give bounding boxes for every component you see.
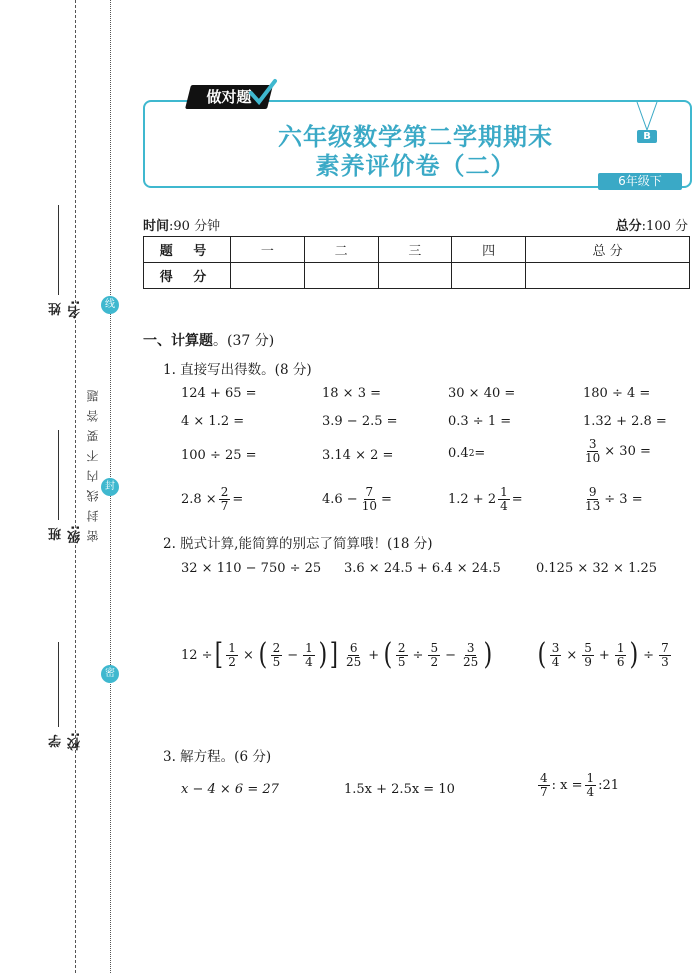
time-value: :90 分钟 <box>169 219 221 234</box>
fraction: $\frac{2}{7}$ <box>220 485 229 513</box>
time-info <box>143 215 220 234</box>
name-label: 姓名: <box>49 300 83 319</box>
ratio-middle: : x = <box>551 777 583 793</box>
q1-item-fraction <box>322 486 392 512</box>
q2-title: 2. 脱式计算,能简算的别忘了简算哦！(18 分) <box>163 536 433 552</box>
fraction: $\frac{1}{6}$ <box>616 640 625 669</box>
q1-item: 3.14 × 2 = <box>322 448 394 463</box>
expr-head: 4.6 − <box>322 491 358 507</box>
version-badge: B <box>637 130 657 143</box>
header-cell-question: 题 号 <box>144 237 231 263</box>
q1-item-fraction <box>581 438 651 464</box>
exam-title-line2: 素养评价卷（二） <box>315 152 516 180</box>
class-label: 班级: <box>49 525 83 544</box>
fraction: $\frac{3}{10}$ <box>585 437 601 465</box>
fraction: $\frac{1}{4}$ <box>500 485 508 513</box>
name-underline <box>58 205 59 295</box>
expr-tail: = <box>380 491 392 507</box>
q2-item: 0.125 × 32 × 1.25 <box>536 561 658 576</box>
fraction: $\frac{4}{7}$ <box>540 771 548 799</box>
binding-line-outer <box>75 0 76 973</box>
q1-item-fraction <box>581 486 643 512</box>
exam-title-line1: 六年级数学第二学期期末 <box>278 123 553 151</box>
score-value-row <box>144 263 690 289</box>
q1-item-fraction <box>448 486 523 512</box>
score-cell-3[interactable] <box>378 263 452 289</box>
score-header-row <box>144 237 690 263</box>
seal-mark-xian: 线 <box>101 296 119 314</box>
q3-equation: 1.5x + 2.5x = 10 <box>344 782 455 797</box>
q2-item-paren-expr: ( $\frac{3}{4}$ × $\frac{5}{9}$ + $\frac{1}{6}$ ) ÷ $\frac{7}{3}$ <box>537 637 669 672</box>
seal-line-note: 密封线内不要答题 <box>86 382 100 542</box>
score-cell-1[interactable] <box>231 263 305 289</box>
q2-item: 3.6 × 24.5 + 6.4 × 24.5 <box>344 561 501 576</box>
q3-title: 3. 解方程。(6 分) <box>163 749 272 765</box>
fraction: $\frac{7}{3}$ <box>661 640 669 669</box>
q1-item: 4 × 1.2 = <box>181 414 245 429</box>
expr-tail: = <box>232 491 244 507</box>
expr-head: 2.8 × <box>181 491 217 507</box>
school-underline <box>58 642 59 727</box>
checkmark-icon <box>248 78 278 106</box>
q3-equation: x − 4 × 6 = 27 <box>181 782 279 797</box>
q2-item-bracket-expr: 12 ÷ [ $\frac{1}{2}$ × ( $\frac{2}{5}$ − $\frac{1}{4}$ ) ] <box>181 637 339 672</box>
q1-item: 100 ÷ 25 = <box>181 448 257 463</box>
q3-equation-ratio <box>536 772 619 798</box>
section1-title <box>143 330 274 350</box>
fraction: $\frac{1}{4}$ <box>305 640 313 669</box>
fraction: $\frac{1}{2}$ <box>228 640 236 669</box>
power-base: 0.4 <box>448 446 469 461</box>
brand-tag-text: 做对题 <box>206 88 252 106</box>
score-cell-total[interactable] <box>526 263 690 289</box>
fraction: $\frac{5}{2}$ <box>430 640 439 669</box>
score-table <box>143 236 690 289</box>
q1-item-power <box>448 446 485 461</box>
header-cell-3: 三 <box>378 237 452 263</box>
fraction: $\frac{2}{5}$ <box>272 640 281 669</box>
section1-heading: 一、计算题 <box>143 333 213 349</box>
fraction: $\frac{7}{10}$ <box>361 485 377 513</box>
total-value: :100 分 <box>641 219 688 234</box>
header-cell-1: 一 <box>231 237 305 263</box>
total-label: 总分 <box>615 219 642 234</box>
fraction: $\frac{2}{5}$ <box>397 640 406 669</box>
fraction: $\frac{3}{4}$ <box>551 640 560 669</box>
time-label: 时间 <box>143 219 170 234</box>
header-cell-4: 四 <box>452 237 526 263</box>
expr-tail: ÷ 3 = <box>604 491 643 507</box>
q1-item: 30 × 40 = <box>448 386 516 401</box>
score-row-label: 得 分 <box>144 263 231 289</box>
q1-item: 3.9 − 2.5 = <box>322 414 398 429</box>
seal-mark-mi: 密 <box>101 665 119 683</box>
fraction: $\frac{3}{25}$ <box>463 640 479 669</box>
fraction: $\frac{1}{4}$ <box>586 771 595 799</box>
expr-head: 12 ÷ <box>181 647 213 663</box>
badge-string-icon <box>634 102 660 132</box>
q1-item: 180 ÷ 4 = <box>583 386 651 401</box>
header-cell-total: 总 分 <box>526 237 690 263</box>
q1-item: 0.3 ÷ 1 = <box>448 414 512 429</box>
total-info <box>616 215 688 234</box>
q2-item: 32 × 110 − 750 ÷ 25 <box>181 561 322 576</box>
q1-item: 124 + 65 = <box>181 386 257 401</box>
power-exponent: 2 <box>468 448 475 459</box>
grade-tab: 6年级下 <box>598 173 682 190</box>
expr-tail: × 30 = <box>604 443 651 459</box>
score-cell-2[interactable] <box>304 263 378 289</box>
ratio-tail: :21 <box>598 777 620 793</box>
q1-item: 18 × 3 = <box>322 386 381 401</box>
header-cell-2: 二 <box>304 237 378 263</box>
seal-mark-feng: 封 <box>101 478 119 496</box>
q2-item-paren-expr: $\frac{6}{25}$ + ( $\frac{2}{5}$ ÷ $\frac{5}{2}$ − $\frac{3}{25}$ ) <box>346 637 493 672</box>
expr-tail: = <box>511 491 523 507</box>
class-underline <box>58 430 59 520</box>
score-cell-4[interactable] <box>452 263 526 289</box>
expr-head: 1.2 + 2 <box>448 491 497 507</box>
q1-item-fraction <box>181 486 243 512</box>
power-equals: = <box>474 446 486 461</box>
school-label: 学校: <box>49 732 83 751</box>
fraction: $\frac{5}{9}$ <box>584 640 592 669</box>
fraction: $\frac{6}{25}$ <box>346 640 362 669</box>
section1-points: 。(37 分) <box>213 333 275 349</box>
q1-item: 1.32 + 2.8 = <box>583 414 667 429</box>
q1-title: 1. 直接写出得数。(8 分) <box>163 362 312 378</box>
fraction: $\frac{9}{13}$ <box>585 485 601 513</box>
